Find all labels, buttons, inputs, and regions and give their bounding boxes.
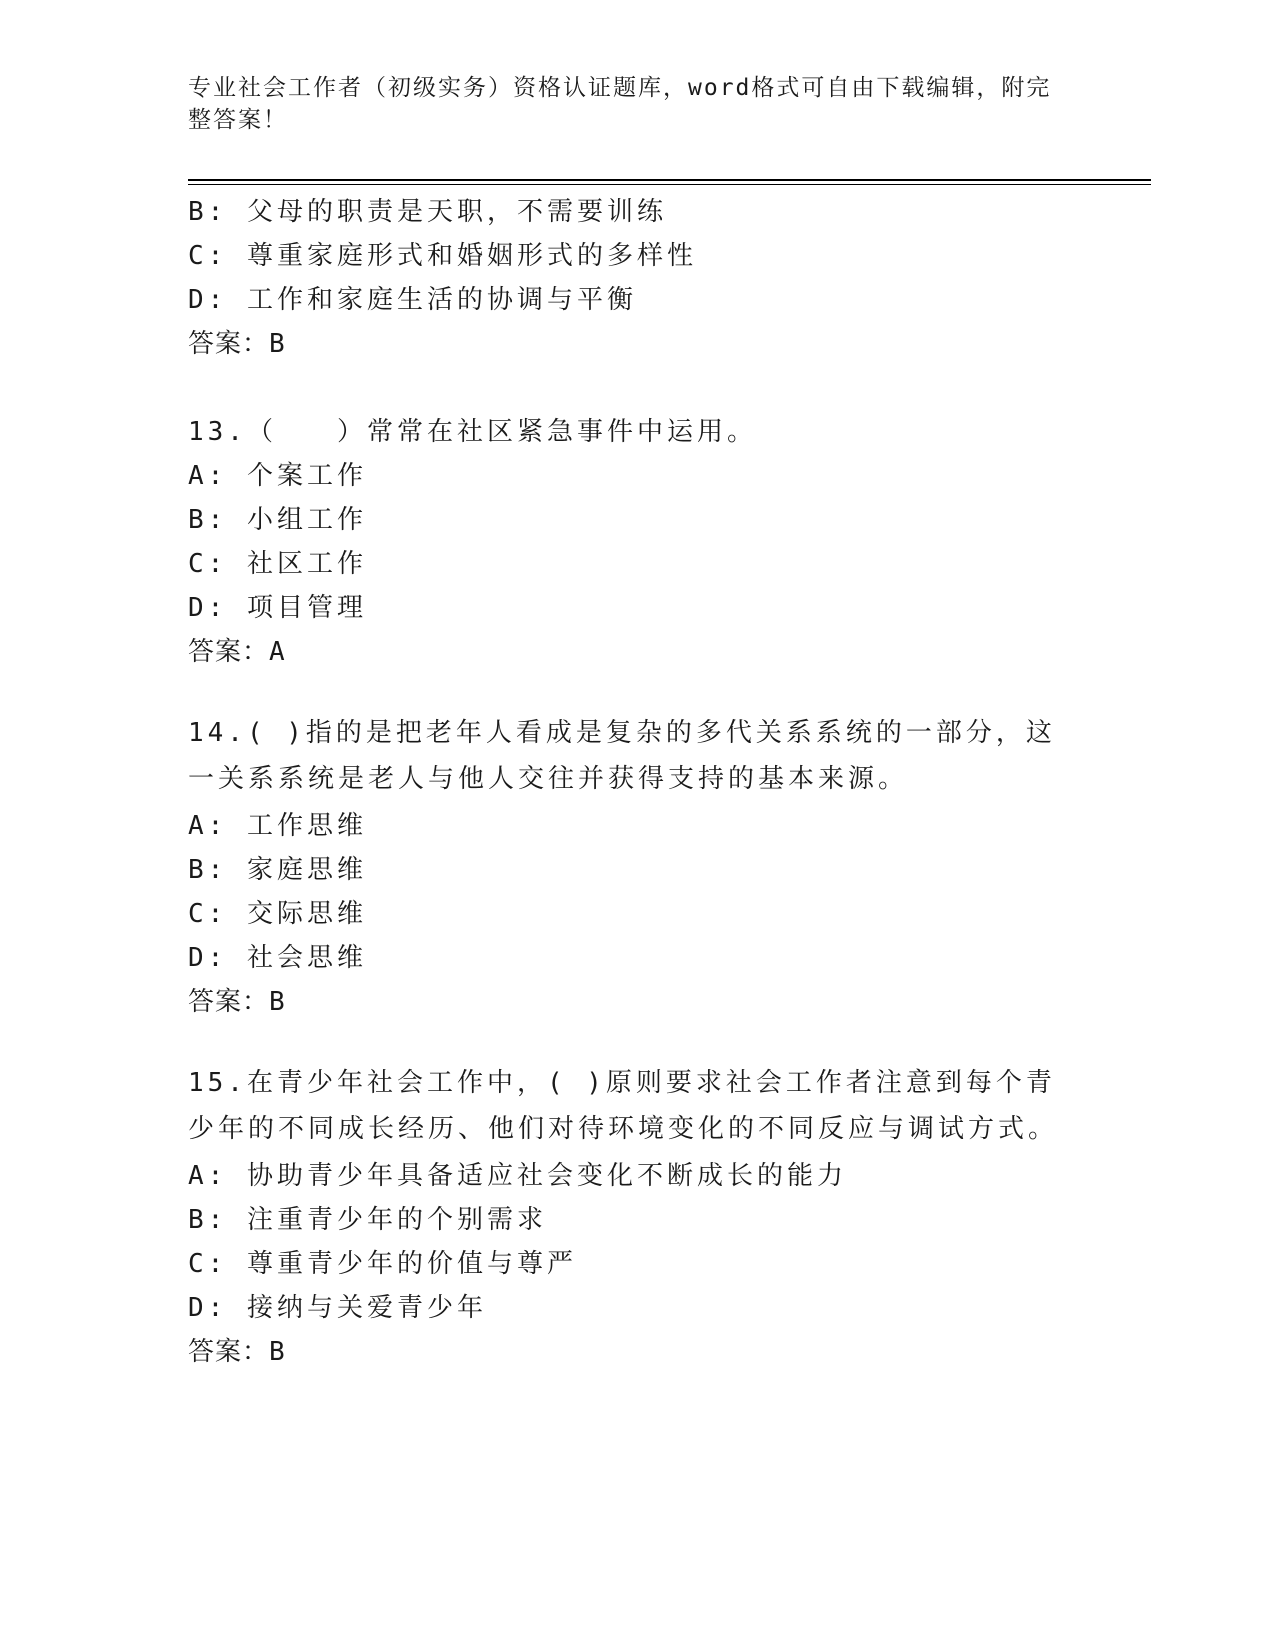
q13-option-c: C: 社区工作 <box>188 549 367 579</box>
q15-option-b: B: 注重青少年的个别需求 <box>188 1205 547 1235</box>
q13-option-d: D: 项目管理 <box>188 593 367 623</box>
q14-option-a: A: 工作思维 <box>188 811 367 841</box>
q14-option-b: B: 家庭思维 <box>188 855 367 885</box>
q13-question: 13.（ ）常常在社区紧急事件中运用。 <box>188 417 757 447</box>
q14-option-c: C: 交际思维 <box>188 899 367 929</box>
q15-option-a: A: 协助青少年具备适应社会变化不断成长的能力 <box>188 1161 847 1191</box>
header-rule-thin <box>188 184 1151 185</box>
q13-option-b: B: 小组工作 <box>188 505 367 535</box>
q14-question: 14.( )指的是把老年人看成是复杂的多代关系系统的一部分，这一关系系统是老人与他人交往并获得支持的基本来源。 <box>188 718 1056 794</box>
q15-answer: 答案：B <box>188 1337 286 1367</box>
q14-answer: 答案：B <box>188 987 286 1017</box>
q12-option-b: B: 父母的职责是天职，不需要训练 <box>188 197 667 227</box>
q13-answer: 答案：A <box>188 637 286 667</box>
q12-option-c: C: 尊重家庭形式和婚姻形式的多样性 <box>188 241 697 271</box>
header-rule-thick <box>188 179 1151 181</box>
q12-option-d: D: 工作和家庭生活的协调与平衡 <box>188 285 637 315</box>
document-header: 专业社会工作者（初级实务）资格认证题库，word格式可自由下载编辑，附完整答案！ <box>188 75 1052 133</box>
q15-option-c: C: 尊重青少年的价值与尊严 <box>188 1249 577 1279</box>
q15-question: 15.在青少年社会工作中，( )原则要求社会工作者注意到每个青少年的不同成长经历、他们对待环境变化的不同反应与调试方式。 <box>188 1068 1059 1144</box>
q12-answer: 答案：B <box>188 329 286 359</box>
q15-option-d: D: 接纳与关爱青少年 <box>188 1293 487 1323</box>
q14-option-d: D: 社会思维 <box>188 943 367 973</box>
q13-option-a: A: 个案工作 <box>188 461 367 491</box>
